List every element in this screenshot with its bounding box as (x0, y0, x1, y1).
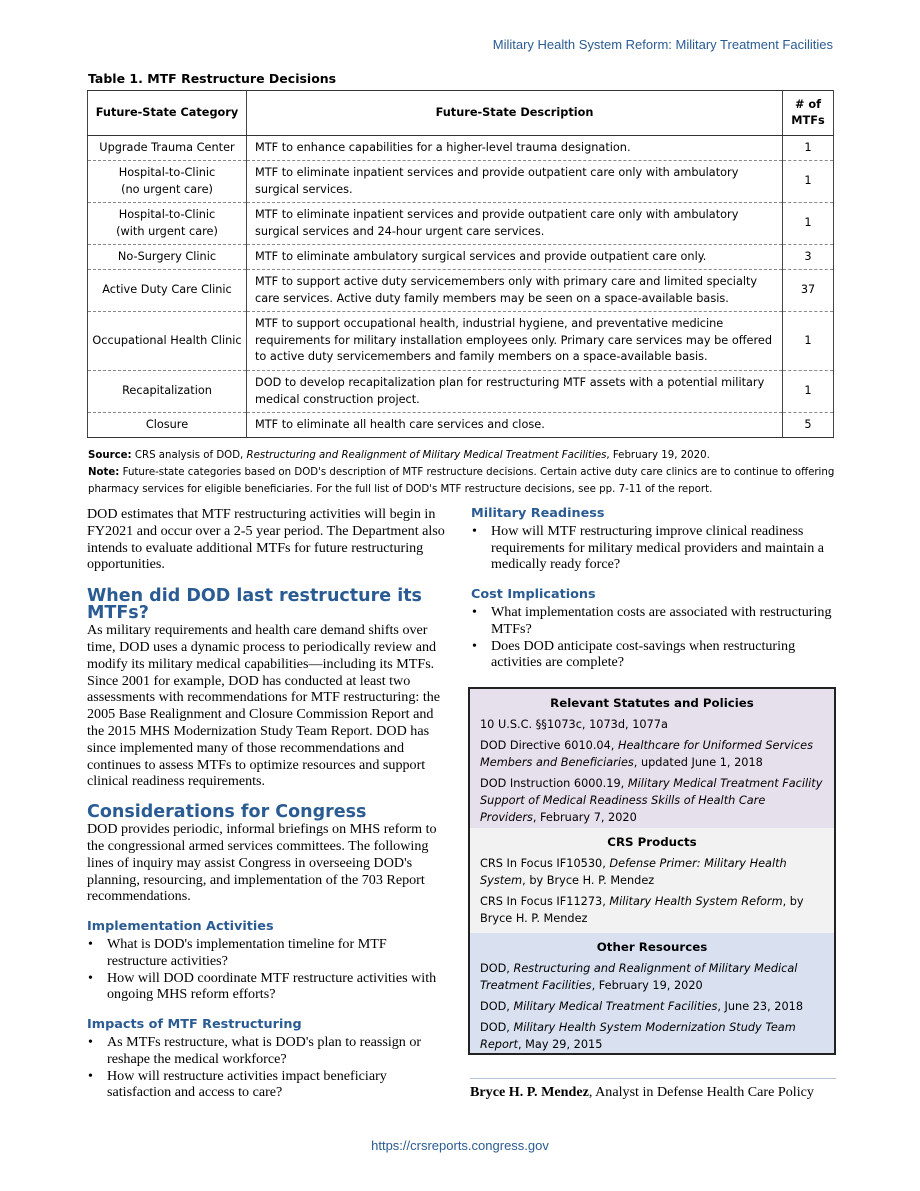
row-description: MTF to support active duty servicemembers only with primary care and limited specialty care services. Active duty family members may be seen on a space-available basis. (247, 270, 783, 312)
resources-box (468, 687, 836, 1055)
subheading-impacts: Impacts of MTF Restructuring (87, 1017, 302, 1033)
crs-products-title: CRS Products (607, 835, 697, 849)
subheading-cost: Cost Implications (471, 587, 596, 603)
table-caption: Table 1. MTF Restructure Decisions (88, 71, 337, 86)
right-column (471, 506, 833, 671)
intro-paragraph: DOD estimates that MTF restructuring activities will begin in FY2021 and occur over a 2-5 year period. The Department also intends to evaluate additional MTFs for future restructuring opportunities. (87, 506, 445, 573)
row-count: 1 (783, 136, 834, 161)
cost-list (471, 604, 833, 671)
header-description: Future-State Description (247, 91, 783, 136)
impacts-list (87, 1034, 447, 1101)
table-row (88, 161, 834, 203)
crs-products-section (470, 828, 834, 933)
subheading-readiness: Military Readiness (471, 506, 605, 521)
table-row (88, 136, 834, 161)
list-item: • What implementation costs are associated with restructuring MTFs? (491, 604, 833, 638)
mtf-decisions-table (87, 90, 834, 438)
table-row (88, 371, 834, 413)
list-item: • As MTFs restructure, what is DOD's plan to reassign or reshape the medical workforce? (107, 1034, 447, 1068)
table-row (88, 312, 834, 371)
row-category: No-Surgery Clinic (88, 245, 247, 270)
row-description: DOD to develop recapitalization plan for restructuring MTF assets with a potential military medical construction project. (247, 371, 783, 413)
row-description: MTF to eliminate inpatient services and provide outpatient care only with ambulatory surgical services and 24-hour urgent care services. (247, 203, 783, 245)
last-restructure-paragraph: As military requirements and health care demand shifts over time, DOD uses a dynamic process to periodically review and modify its military medical capabilities—including its MTFs. Since 2001 for example, DOD has conducted at least two assessments with recommendations for MTF restructuring: the 2005 Base Realignment and Closure Commission Report and the 2015 MHS Modernization Study Team Report. DOD has since implemented many of those recommendations and continues to assess MTFs to optimize resources and support clinical readiness requirements. (87, 622, 441, 790)
table-row (88, 203, 834, 245)
table-header-row (88, 91, 834, 136)
statute-entry: DOD Directive 6010.04, Healthcare for Uniformed Services Members and Beneficiaries, updated June 1, 2018 (480, 739, 813, 769)
row-count: 3 (783, 245, 834, 270)
list-item: • How will MTF restructuring improve clinical readiness requirements for military medical providers and maintain a medically ready force? (491, 523, 833, 573)
product-entry: CRS In Focus IF11273, Military Health System Reform, by Bryce H. P. Mendez (480, 895, 804, 925)
section-heading-considerations: Considerations for Congress (87, 802, 367, 823)
table-row (88, 270, 834, 312)
list-item: • How will DOD coordinate MTF restructure activities with ongoing MHS reform efforts? (107, 970, 447, 1004)
row-category: Recapitalization (88, 371, 247, 413)
other-resources-title: Other Resources (596, 940, 708, 954)
row-category: Hospital-to-Clinic (with urgent care) (88, 203, 247, 245)
row-category: Active Duty Care Clinic (88, 270, 247, 312)
left-column (87, 506, 447, 1101)
header-count: # of MTFs (783, 91, 834, 136)
row-count: 37 (783, 270, 834, 312)
row-category: Hospital-to-Clinic (no urgent care) (88, 161, 247, 203)
header-category: Future-State Category (88, 91, 247, 136)
statute-entry: DOD Instruction 6000.19, Military Medical Treatment Facility Support of Medical Readiness Skills of Health Care Providers, February 7, 2020 (480, 777, 823, 824)
table-source-notes (88, 447, 836, 498)
subheading-implementation: Implementation Activities (87, 919, 274, 935)
statutes-title: Relevant Statutes and Policies (550, 696, 754, 710)
table-row (88, 413, 834, 438)
other-resources-section (470, 933, 834, 1055)
implementation-list (87, 936, 447, 1003)
row-category: Occupational Health Clinic (88, 312, 247, 371)
author-name: Bryce H. P. Mendez (470, 1084, 589, 1100)
author-role: , Analyst in Defense Health Care Policy (588, 1084, 814, 1100)
statutes-section (470, 689, 834, 828)
table-row (88, 245, 834, 270)
list-item: • Does DOD anticipate cost-savings when restructuring activities are complete? (491, 638, 833, 672)
row-description: MTF to enhance capabilities for a higher-level trauma designation. (247, 136, 783, 161)
row-count: 1 (783, 203, 834, 245)
readiness-list (471, 523, 833, 573)
author-line (470, 1078, 836, 1101)
statute-entry: 10 U.S.C. §§1073c, 1073d, 1077a (480, 718, 668, 731)
row-count: 1 (783, 312, 834, 371)
footer-url[interactable]: https://crsreports.congress.gov (371, 1138, 549, 1153)
list-item: • How will restructure activities impact beneficiary satisfaction and access to care? (107, 1068, 447, 1102)
list-item: • What is DOD's implementation timeline for MTF restructure activities? (107, 936, 447, 970)
row-description: MTF to support occupational health, industrial hygiene, and preventative medicine requirements for military installation employees only. Primary care services may be offered to active duty servicemembers and family members on a space-available basis. (247, 312, 783, 371)
row-description: MTF to eliminate ambulatory surgical services and provide outpatient care only. (247, 245, 783, 270)
resource-entry: DOD, Military Health System Modernization Study Team Report, May 29, 2015 (480, 1021, 796, 1051)
row-description: MTF to eliminate all health care services and close. (247, 413, 783, 438)
running-header: Military Health System Reform: Military Treatment Facilities (492, 37, 833, 52)
row-description: MTF to eliminate inpatient services and provide outpatient care only with ambulatory surgical services. (247, 161, 783, 203)
row-category: Upgrade Trauma Center (88, 136, 247, 161)
product-entry: CRS In Focus IF10530, Defense Primer: Military Health System, by Bryce H. P. Mendez (480, 857, 787, 887)
considerations-paragraph: DOD provides periodic, informal briefings on MHS reform to the congressional armed services committees. The following lines of inquiry may assist Congress in overseeing DOD's planning, resourcing, and implementation of the 703 Report recommendations. (87, 821, 437, 905)
table-source: Source: CRS analysis of DOD, Restructuring and Realignment of Military Medical Treatment Facilities, February 19, 2020. (88, 450, 710, 461)
resource-entry: DOD, Military Medical Treatment Facilities, June 23, 2018 (480, 1000, 804, 1013)
section-heading-last-restructure: When did DOD last restructure its MTFs? (87, 586, 422, 624)
row-count: 1 (783, 161, 834, 203)
table-note: Note: Future-state categories based on DOD's description of MTF restructure decisions. Certain active duty care clinics are to continue to offering pharmacy services for eligible beneficiaries. For the full list of DOD's MTF restructure decisions, see pp. 7-11 of the report. (88, 467, 835, 495)
row-category: Closure (88, 413, 247, 438)
row-count: 5 (783, 413, 834, 438)
resource-entry: DOD, Restructuring and Realignment of Military Medical Treatment Facilities, February 19, 2020 (480, 962, 798, 992)
row-count: 1 (783, 371, 834, 413)
